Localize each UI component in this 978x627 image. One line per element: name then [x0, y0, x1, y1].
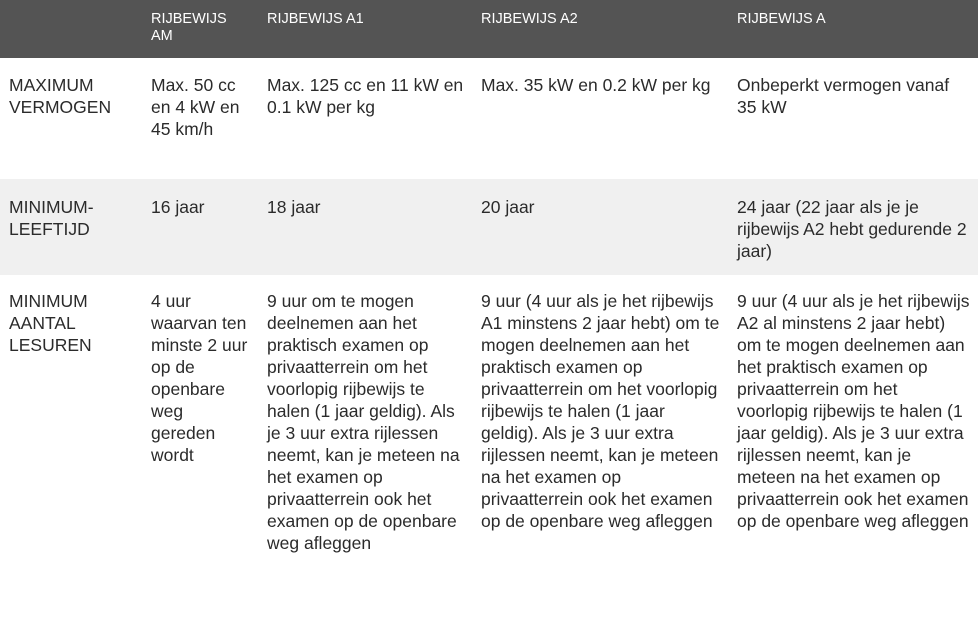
header-rijbewijs-am: RIJBEWIJS AM	[151, 11, 227, 44]
table-header	[0, 0, 978, 58]
table-cell: 9 uur (4 uur als je het rijbewijs A1 minstens 2 jaar hebt) om te mogen deelnemen aan het praktisch examen op privaatterrein om het voorlopig rijbewijs te halen (1 jaar geldig). Als je 3 uur extra rijlessen neemt, kan je meteen na het examen op privaatterrein ook het examen op de openbare weg afleggen	[481, 291, 720, 531]
header-rijbewijs-a: RIJBEWIJS A	[737, 11, 826, 27]
table-cell: 16 jaar	[151, 197, 205, 217]
table-body	[0, 58, 978, 627]
table-cell: Max. 50 cc en 4 kW en 45 km/h	[151, 75, 240, 139]
table-row-minimum-leeftijd	[0, 179, 978, 275]
header-row	[0, 0, 978, 58]
header-rijbewijs-a1: RIJBEWIJS A1	[267, 11, 364, 27]
table-row-minimum-aantal-lesuren	[0, 275, 978, 627]
table-cell: 9 uur om te mogen deelnemen aan het praktisch examen op privaatterrein om het voorlopig rijbewijs te halen (1 jaar geldig). Als je 3 uur extra rijlessen neemt, kan je meteen na het examen op privaatterrein ook het examen op de openbare weg afleggen	[267, 291, 460, 553]
row-label: MINIMUM AANTAL LESUREN	[9, 291, 92, 355]
table-cell: Max. 35 kW en 0.2 kW per kg	[481, 75, 711, 95]
row-label: MINIMUM-LEEFTIJD	[9, 197, 94, 239]
header-rijbewijs-a2: RIJBEWIJS A2	[481, 11, 578, 27]
table-cell: 9 uur (4 uur als je het rijbewijs A2 al minstens 2 jaar hebt) om te mogen deelnemen aan het praktisch examen op privaatterrein om het voorlopig rijbewijs te halen (1 jaar geldig). Als je 3 uur extra rijlessen neemt, kan je meteen na het examen op privaatterrein ook het examen op de openbare weg afleggen	[737, 291, 970, 531]
table-cell: 4 uur waarvan ten minste 2 uur op de openbare weg gereden wordt	[151, 291, 248, 465]
table-cell: 20 jaar	[481, 197, 535, 217]
table-cell: 18 jaar	[267, 197, 321, 217]
table-cell: 24 jaar (22 jaar als je je rijbewijs A2 hebt gedurende 2 jaar)	[737, 197, 967, 261]
header-corner	[0, 0, 142, 58]
table-row-maximum-vermogen	[0, 58, 978, 179]
table-cell: Max. 125 cc en 11 kW en 0.1 kW per kg	[267, 75, 464, 117]
row-label: MAXIMUM VERMOGEN	[9, 75, 112, 117]
table-cell: Onbeperkt vermogen vanaf 35 kW	[737, 75, 950, 117]
